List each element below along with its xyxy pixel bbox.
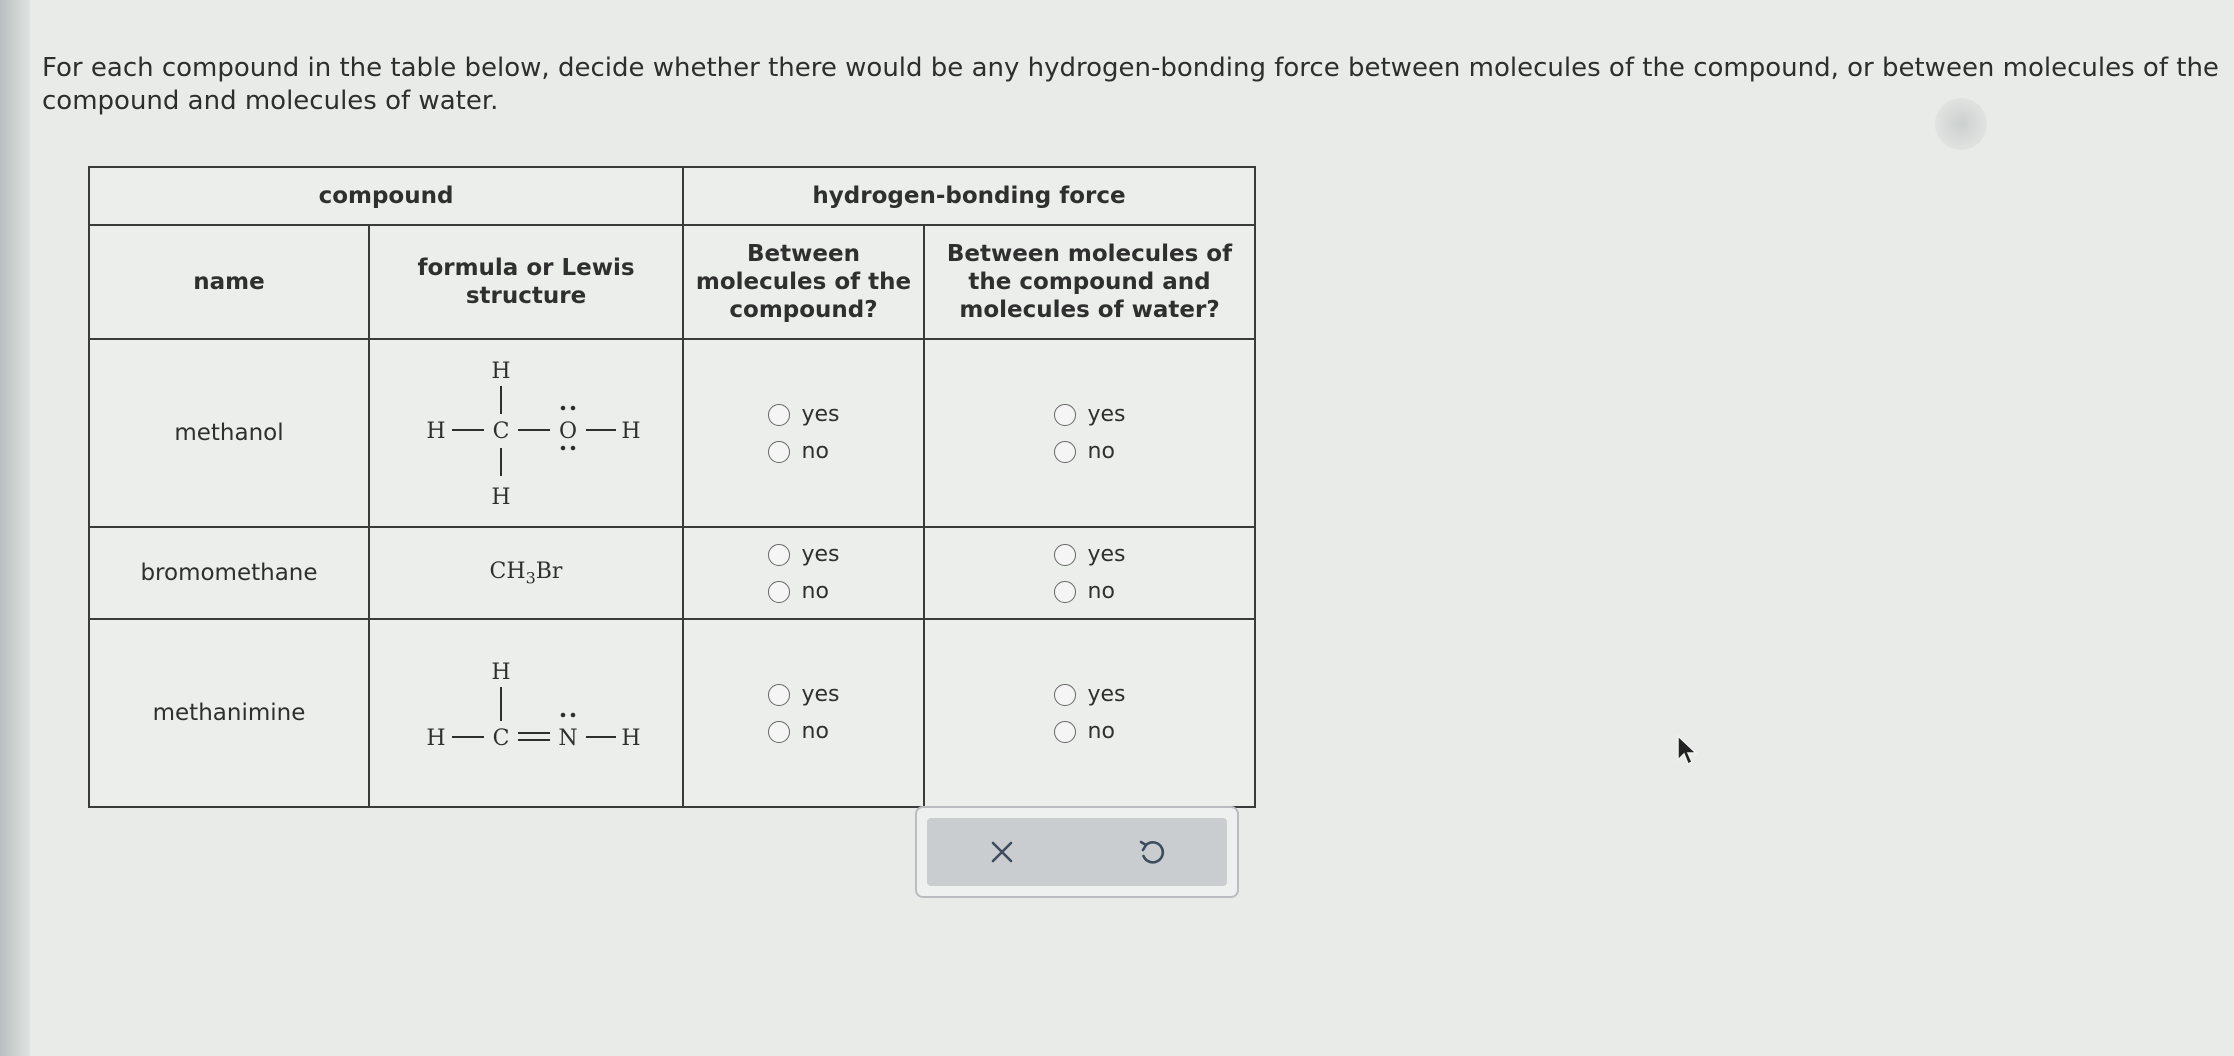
water-hbond-cell <box>924 339 1255 527</box>
water-hbond-radio-group <box>1054 682 1126 744</box>
atom-h-top: H <box>491 359 511 384</box>
window-edge <box>0 0 30 1056</box>
compound-hbond-radio-group <box>768 542 840 604</box>
table-row-methanol <box>89 339 1255 527</box>
radio-button[interactable] <box>768 404 790 426</box>
radio-button[interactable] <box>1054 441 1076 463</box>
radio-yes[interactable] <box>768 682 840 707</box>
radio-no[interactable] <box>1054 439 1115 464</box>
option-label: yes <box>1087 682 1126 707</box>
compound-hbond-radio-group <box>768 682 840 744</box>
radio-yes[interactable] <box>768 542 840 567</box>
radio-no[interactable] <box>768 579 829 604</box>
x-icon <box>988 838 1016 866</box>
radio-button[interactable] <box>1054 684 1076 706</box>
radio-yes[interactable] <box>1054 542 1126 567</box>
atom-h-bottom: H <box>491 485 511 510</box>
nitrogen-lone-pair <box>561 713 576 718</box>
radio-button[interactable] <box>768 684 790 706</box>
radio-no[interactable] <box>1054 719 1115 744</box>
compound-name: bromomethane <box>89 527 369 619</box>
atom-h-top: H <box>491 660 511 685</box>
compound-hbond-cell <box>683 619 924 807</box>
between-water-header: Between molecules of the compound and molecules of water? <box>924 225 1255 339</box>
radio-button[interactable] <box>768 544 790 566</box>
formula-header: formula or Lewis structure <box>369 225 683 339</box>
formula-base: CH <box>489 559 526 585</box>
hydrogen-bonding-table <box>88 166 1256 808</box>
water-hbond-radio-group <box>1054 542 1126 604</box>
option-label: no <box>1087 579 1115 604</box>
water-hbond-cell <box>924 619 1255 807</box>
option-label: yes <box>1087 542 1126 567</box>
radio-button[interactable] <box>1054 544 1076 566</box>
radio-button[interactable] <box>768 581 790 603</box>
option-label: no <box>801 579 829 604</box>
reset-answer-button[interactable] <box>1122 822 1182 882</box>
water-hbond-cell <box>924 527 1255 619</box>
atom-h-left: H <box>426 419 446 444</box>
answer-toolbar-buttons <box>927 818 1227 886</box>
radio-yes[interactable] <box>1054 402 1126 427</box>
radio-no[interactable] <box>768 439 829 464</box>
option-label: no <box>801 439 829 464</box>
methanimine-lewis-diagram <box>406 655 646 765</box>
compound-hbond-radio-group <box>768 402 840 464</box>
atom-n: N <box>558 726 578 751</box>
radio-button[interactable] <box>768 721 790 743</box>
radio-button[interactable] <box>1054 581 1076 603</box>
question-instructions <box>42 52 2222 118</box>
clear-answer-button[interactable] <box>972 822 1032 882</box>
option-label: no <box>1087 439 1115 464</box>
option-label: no <box>801 719 829 744</box>
atom-c: C <box>492 419 510 444</box>
formula-bromomethane <box>369 527 683 619</box>
radio-button[interactable] <box>1054 404 1076 426</box>
option-label: no <box>1087 719 1115 744</box>
undo-icon <box>1136 836 1168 868</box>
water-hbond-radio-group <box>1054 402 1126 464</box>
methanol-lewis-diagram <box>406 350 646 510</box>
radio-no[interactable] <box>1054 579 1115 604</box>
atom-h-left: H <box>426 726 446 751</box>
compound-name: methanimine <box>89 619 369 807</box>
atom-h-right: H <box>621 726 641 751</box>
radio-yes[interactable] <box>1054 682 1126 707</box>
instructions-text: For each compound in the table below, decide whether there would be any hydrogen-bonding force between molecules of the compound, or between molecules of the compound and molecules of water. <box>42 53 2219 116</box>
atom-h-right: H <box>621 419 641 444</box>
mouse-pointer-icon <box>1676 734 1700 768</box>
table-row-bromomethane <box>89 527 1255 619</box>
radio-no[interactable] <box>768 719 829 744</box>
radio-button[interactable] <box>768 441 790 463</box>
option-label: yes <box>801 682 840 707</box>
atom-o: O <box>558 419 578 444</box>
hbond-group-header: hydrogen-bonding force <box>683 167 1255 225</box>
lewis-structure-methanol <box>369 339 683 527</box>
formula-tail: Br <box>535 559 563 585</box>
formula-subscript: 3 <box>525 568 536 588</box>
option-label: yes <box>801 402 840 427</box>
atom-c: C <box>492 726 510 751</box>
option-label: yes <box>801 542 840 567</box>
lewis-structure-methanimine <box>369 619 683 807</box>
chemical-formula <box>489 559 563 588</box>
table-row-methanimine <box>89 619 1255 807</box>
compound-hbond-cell <box>683 527 924 619</box>
compound-name: methanol <box>89 339 369 527</box>
name-header: name <box>89 225 369 339</box>
radio-yes[interactable] <box>768 402 840 427</box>
option-label: yes <box>1087 402 1126 427</box>
answer-toolbar <box>915 806 1239 898</box>
between-compound-header: Between molecules of the compound? <box>683 225 924 339</box>
radio-button[interactable] <box>1054 721 1076 743</box>
compound-group-header: compound <box>89 167 683 225</box>
compound-hbond-cell <box>683 339 924 527</box>
